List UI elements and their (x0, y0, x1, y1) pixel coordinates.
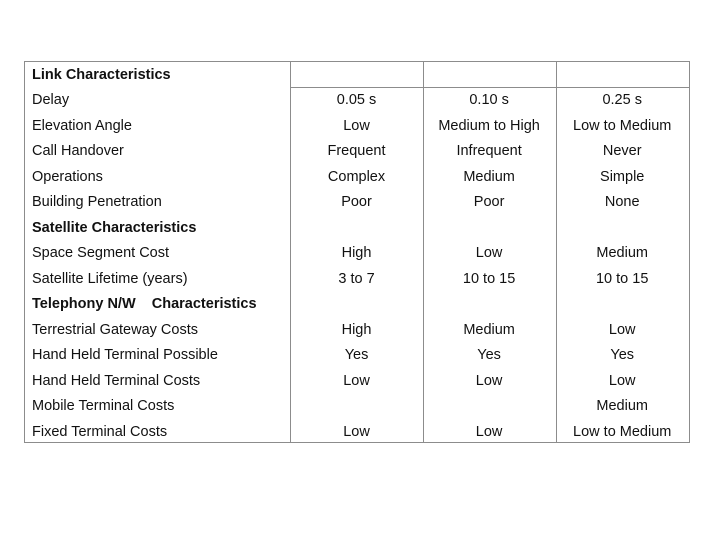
row-label: Satellite Lifetime (years) (32, 270, 188, 287)
table-cell: Low to Medium (573, 117, 672, 134)
table-cell: Yes (477, 347, 501, 364)
table-cell: Low (608, 321, 636, 338)
table-cell: 0.05 s (336, 92, 377, 109)
table-cell: Frequent (327, 143, 386, 160)
table-cell: Yes (344, 347, 369, 364)
table-cell: 0.25 s (602, 92, 642, 109)
table-cell: Medium to High (438, 117, 540, 134)
table-cell: Poor (473, 194, 505, 211)
row-label: Terrestrial Gateway Costs (32, 321, 198, 338)
row-label: Fixed Terminal Costs (32, 423, 168, 440)
table-cell: High (341, 245, 372, 262)
row-label: Hand Held Terminal Possible (32, 347, 218, 364)
table-cell: 10 to 15 (462, 270, 516, 287)
table-cell: Infrequent (456, 143, 522, 160)
row-label: Delay (32, 92, 70, 109)
row-label: Mobile Terminal Costs (32, 398, 175, 415)
table-cell: Low (475, 423, 503, 440)
table-cell: Poor (341, 194, 372, 211)
table-cell: Low (475, 245, 503, 262)
row-label: Space Segment Cost (32, 245, 170, 262)
table-cell: Never (602, 143, 642, 160)
table-row (25, 419, 689, 445)
comparison-table (24, 61, 690, 443)
table-row (25, 88, 689, 114)
table-cell: Low (343, 423, 370, 440)
table-cell: Low (343, 117, 370, 134)
table-cell: Yes (610, 347, 635, 364)
table-cell: 0.10 s (469, 92, 509, 109)
section-header-row (25, 292, 689, 318)
table-cell: Complex (327, 168, 386, 185)
table-cell: Simple (600, 168, 645, 185)
section-header-row (25, 215, 689, 241)
table-row (25, 343, 689, 369)
table-cell: High (341, 321, 372, 338)
row-label: Operations (32, 168, 103, 185)
row-label: Call Handover (32, 143, 124, 160)
table-row (25, 266, 689, 292)
row-label: Elevation Angle (32, 117, 132, 134)
table-row (25, 164, 689, 190)
table-cell: Medium (463, 321, 515, 338)
table-row (25, 317, 689, 343)
table-cell: None (604, 194, 640, 211)
table-cell: Medium (463, 168, 515, 185)
section-title: Link Characteristics (32, 66, 171, 83)
section-title: Telephony N/W Characteristics (32, 296, 257, 313)
row-label: Hand Held Terminal Costs (32, 372, 201, 389)
row-label: Building Penetration (32, 194, 162, 211)
table-row (25, 368, 689, 394)
table-cell: Medium (596, 245, 648, 262)
table-cell: Low (475, 372, 503, 389)
table-cell: Low (608, 372, 636, 389)
table-cell: 10 to 15 (595, 270, 649, 287)
table-cell: Low (343, 372, 370, 389)
table-row (25, 190, 689, 216)
section-title: Satellite Characteristics (32, 219, 197, 236)
table-cell: Low to Medium (573, 423, 672, 440)
table-cell: Medium (596, 398, 648, 415)
table-row (25, 139, 689, 165)
section-header-row (25, 62, 689, 88)
table-cell: 3 to 7 (338, 270, 375, 287)
table-row (25, 241, 689, 267)
table-row (25, 113, 689, 139)
table-row (25, 394, 689, 420)
